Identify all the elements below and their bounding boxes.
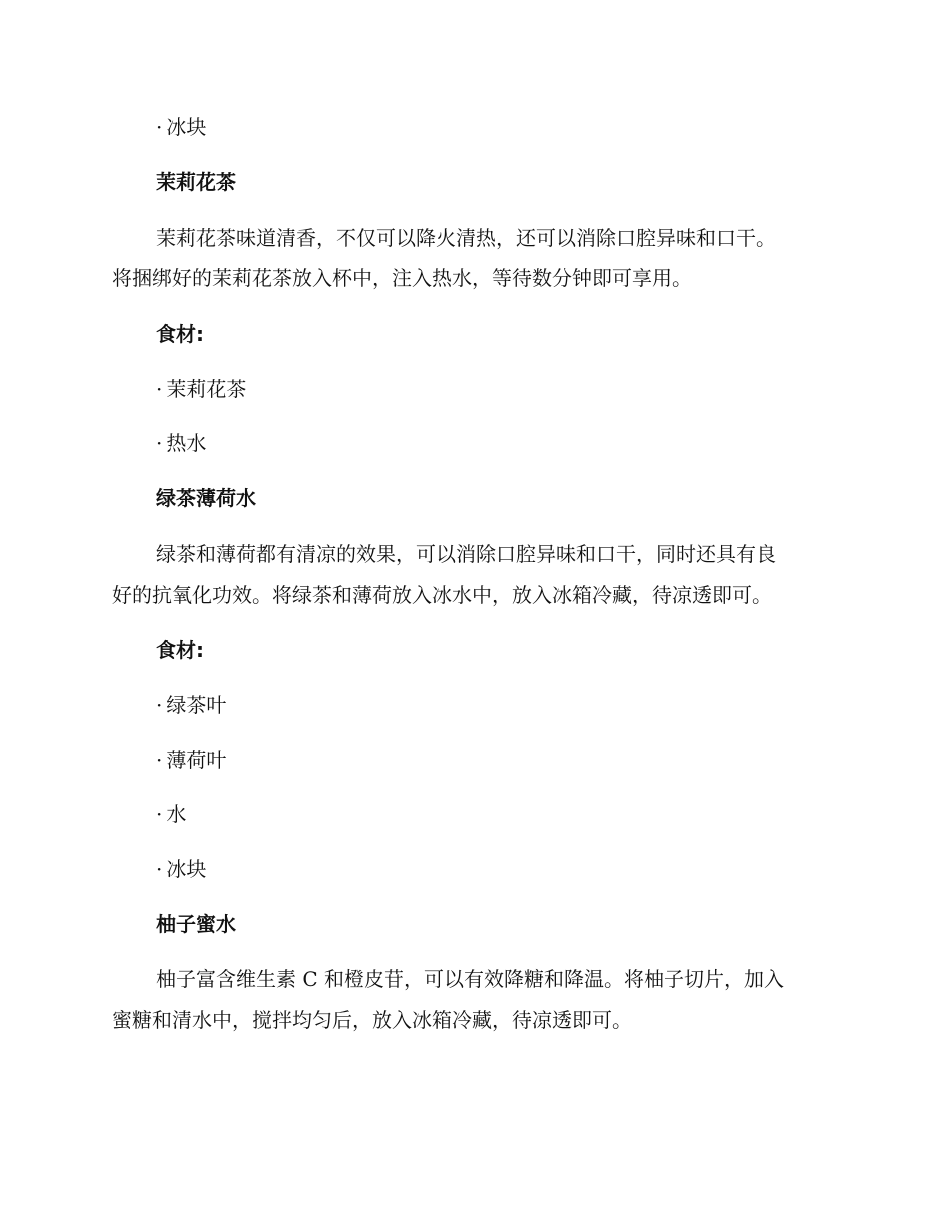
paragraph-line: 绿茶和薄荷都有清凉的效果，可以消除口腔异味和口干，同时还具有良 (156, 542, 776, 566)
bullet-dot: · (156, 802, 163, 826)
section-title-green-tea-mint: 绿茶薄荷水 (156, 486, 256, 510)
ingredient-item: · 冰块 (156, 115, 207, 139)
bullet-dot: · (156, 693, 163, 717)
paragraph-line: 将捆绑好的茉莉花茶放入杯中，注入热水，等待数分钟即可享用。 (112, 266, 692, 290)
paragraph-line: 好的抗氧化功效。将绿茶和薄荷放入冰水中，放入冰箱冷藏，待凉透即可。 (112, 583, 772, 607)
section-title-grapefruit-honey: 柚子蜜水 (156, 912, 236, 936)
ingredient-item: · 薄荷叶 (156, 748, 227, 772)
bullet-dot: · (156, 115, 163, 139)
bullet-dot: · (156, 431, 163, 455)
ingredient-item: · 水 (156, 802, 187, 826)
bullet-dot: · (156, 857, 163, 881)
paragraph-line: 柚子富含维生素 C 和橙皮苷，可以有效降糖和降温。将柚子切片，加入 (156, 967, 785, 991)
ingredient-item: · 冰块 (156, 857, 207, 881)
ingredients-label: 食材: (156, 638, 204, 662)
ingredient-item: · 热水 (156, 431, 207, 455)
paragraph-line: 蜜糖和清水中，搅拌均匀后，放入冰箱冷藏，待凉透即可。 (112, 1008, 632, 1032)
section-title-jasmine-tea: 茉莉花茶 (156, 170, 236, 194)
bullet-dot: · (156, 748, 163, 772)
ingredients-label: 食材: (156, 322, 204, 346)
paragraph-line: 茉莉花茶味道清香，不仅可以降火清热，还可以消除口腔异味和口干。 (156, 226, 776, 250)
ingredient-item: · 茉莉花茶 (156, 377, 247, 401)
bullet-dot: · (156, 377, 163, 401)
ingredient-item: · 绿茶叶 (156, 693, 227, 717)
